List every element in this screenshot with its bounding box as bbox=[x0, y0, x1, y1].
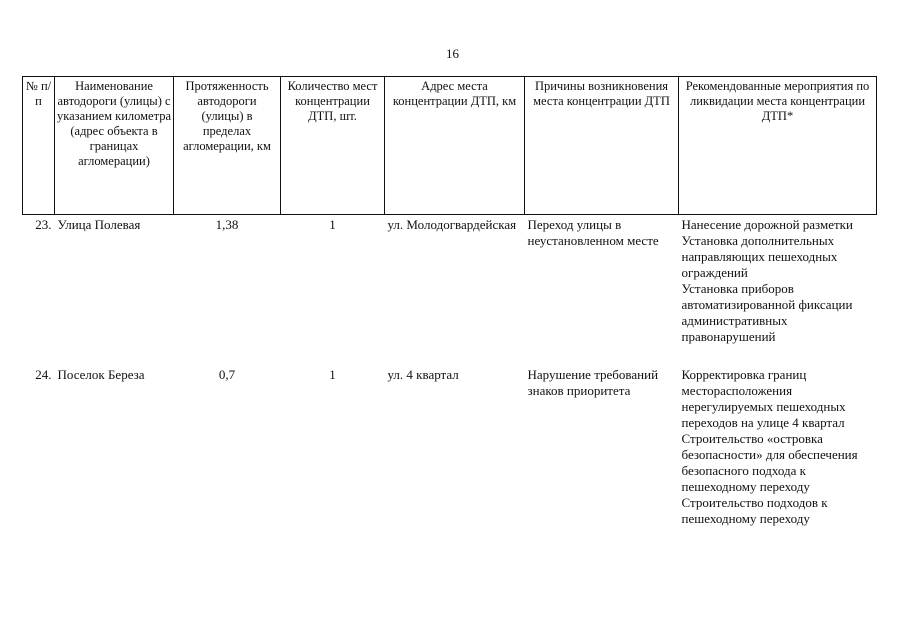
row-length: 0,7 bbox=[218, 367, 236, 382]
table-header-row bbox=[23, 77, 877, 215]
row-measures bbox=[679, 365, 877, 567]
row-count: 1 bbox=[329, 367, 336, 382]
header-road: Наименование автодороги (улицы) с указанием километра (адрес объекта в границах агломерации) bbox=[55, 77, 174, 215]
measure-item: Строительство подходов к пешеходному переходу bbox=[681, 495, 828, 526]
page-number: 16 bbox=[446, 46, 459, 61]
row-count: 1 bbox=[329, 217, 336, 232]
header-length: Протяженность автодороги (улицы) в пределах агломерации, км bbox=[174, 77, 281, 215]
header-measures: Рекомендованные мероприятия по ликвидации места концентрации ДТП* bbox=[679, 77, 877, 215]
accident-table bbox=[22, 76, 877, 567]
row-length: 1,38 bbox=[215, 217, 239, 232]
row-address: ул. 4 квартал bbox=[387, 367, 459, 382]
measure-item: Установка дополнительных направляющих пешеходных ограждений bbox=[681, 233, 838, 280]
row-num: 23. bbox=[35, 217, 52, 232]
row-cause: Нарушение требований знаков приоритета bbox=[527, 367, 659, 398]
header-num: № п/п bbox=[23, 77, 55, 215]
row-road: Поселок Береза bbox=[57, 367, 145, 382]
row-road: Улица Полевая bbox=[57, 217, 141, 232]
row-measures bbox=[679, 215, 877, 366]
table-row bbox=[23, 215, 877, 366]
measure-item: Установка приборов автоматизированной фиксации административных правонарушений bbox=[681, 281, 853, 344]
table-row bbox=[23, 365, 877, 567]
header-cause: Причины возникновения места концентрации ДТП bbox=[525, 77, 679, 215]
measure-item: Корректировка границ месторасположения нерегулируемых пешеходных переходов на улице 4 квартал bbox=[681, 367, 846, 430]
measure-item: Строительство «островка безопасности» для обеспечения безопасного подхода к пешеходному переходу bbox=[681, 431, 858, 494]
row-num: 24. bbox=[35, 367, 52, 382]
header-count: Количество мест концентрации ДТП, шт. bbox=[281, 77, 385, 215]
row-cause: Переход улицы в неустановленном месте bbox=[527, 217, 659, 248]
measure-item: Нанесение дорожной разметки bbox=[681, 217, 853, 232]
header-address: Адрес места концентрации ДТП, км bbox=[385, 77, 525, 215]
row-address: ул. Молодогвардейская bbox=[387, 217, 517, 232]
